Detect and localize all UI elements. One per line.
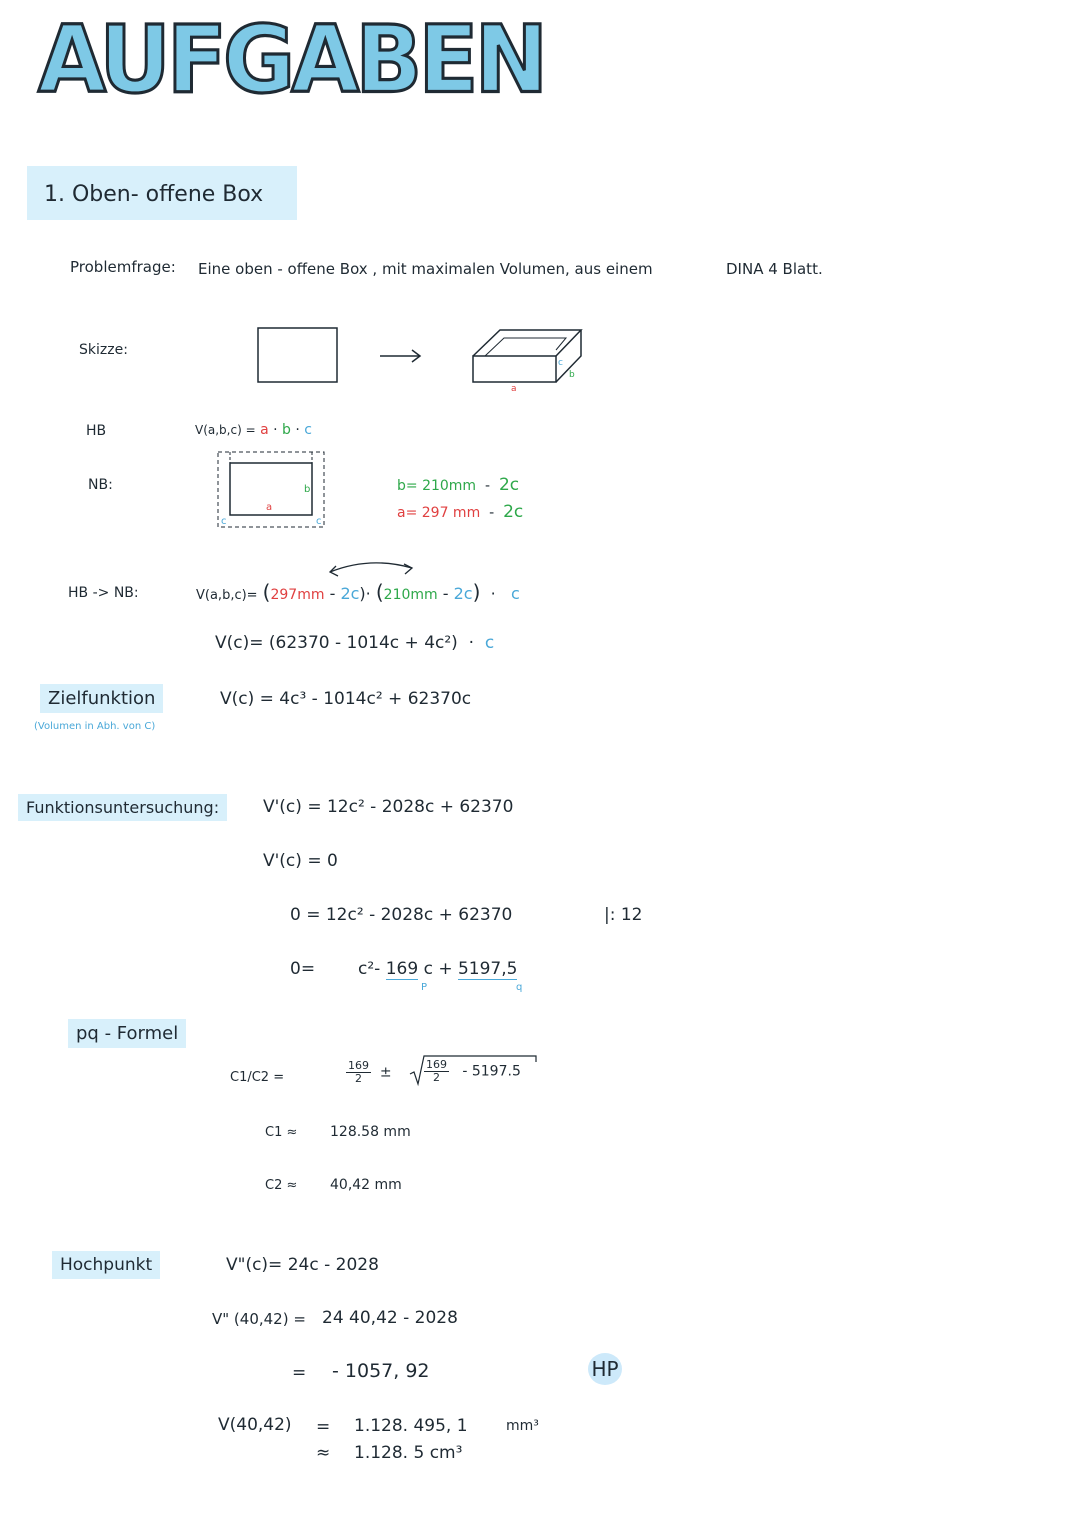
funktion-eq2-lhs: 0= — [290, 959, 316, 979]
hochpunkt-result: - 1057, 92 — [332, 1360, 430, 1382]
hp-badge: HP — [588, 1353, 622, 1385]
pq-lhs: C1/C2 = — [230, 1070, 285, 1085]
hbnb-dot: · — [490, 584, 496, 603]
hochpunkt-eval-rhs: 24 40,42 - 2028 — [322, 1308, 458, 1328]
volume-value: 1.128. 495, 1 — [354, 1416, 468, 1436]
hbnb-line1-lhs: V(a,b,c)= — [196, 588, 258, 603]
pq-root-rest: - 5197.5 — [462, 1063, 521, 1080]
hb-formula-dot1: · — [273, 422, 278, 438]
pq-root-content — [424, 1059, 521, 1084]
hochpunkt-d2: V"(c)= 24c - 2028 — [226, 1255, 379, 1275]
pq-root-den: 2 — [433, 1071, 440, 1084]
hochpunkt-label: Hochpunkt — [52, 1251, 160, 1279]
hbnb-p2-close: ) — [472, 580, 481, 604]
hb-label: HB — [86, 423, 107, 439]
sketch-label-a: a — [511, 384, 517, 394]
sketch-label-c: c — [558, 358, 563, 368]
nb-b-line: b= 210mm — [397, 478, 477, 494]
problem-paper: DINA 4 Blatt. — [726, 260, 823, 278]
hbnb-line2-text: V(c)= (62370 - 1014c + 4c²) — [215, 633, 458, 653]
nb-a-line: a= 297 mm — [397, 505, 481, 521]
pq-root-frac — [424, 1059, 449, 1084]
volume-approx: ≈ — [316, 1443, 331, 1463]
hbnb-line2-c: c — [484, 633, 495, 653]
eq2-c2: c²- — [358, 959, 381, 979]
nb-rect-c1: c — [221, 516, 227, 527]
sketch-label: Skizze: — [79, 342, 128, 358]
problem-text: Eine oben - offene Box , mit maximalen Volumen, aus einem — [198, 260, 653, 278]
eq2-c: c — [423, 959, 433, 979]
hb-formula-c: c — [304, 422, 312, 438]
ziel-sub: (Volumen in Abh. von C) — [34, 721, 156, 732]
hbnb-p2-open: ( — [375, 580, 384, 604]
problem-label: Problemfrage: — [70, 258, 176, 276]
sketch-label-b: b — [569, 370, 575, 380]
q-label: q — [516, 982, 523, 993]
nb-label: NB: — [88, 477, 113, 493]
volume-lhs: V(40,42) — [218, 1415, 292, 1435]
volume-value-cm: 1.128. 5 cm³ — [354, 1443, 463, 1463]
page-title: AUFGABEN — [38, 5, 545, 114]
pq-pm: ± — [379, 1064, 392, 1081]
ziel-formula: V(c) = 4c³ - 1014c² + 62370c — [220, 689, 472, 709]
funktion-eq1: 0 = 12c² - 2028c + 62370 — [290, 905, 513, 925]
pq-c1-lhs: C1 ≈ — [265, 1125, 298, 1140]
funktion-eq1-note: |: 12 — [604, 905, 643, 925]
nb-b-term: 2c — [498, 475, 520, 495]
hb-formula-a: a — [260, 422, 269, 438]
hbnb-c: c — [510, 584, 520, 603]
pq-c2-value: 40,42 mm — [330, 1177, 402, 1193]
pq-c1-value: 128.58 mm — [330, 1124, 411, 1140]
volume-unit: mm³ — [506, 1418, 539, 1434]
section-title: 1. Oben- offene Box — [44, 182, 264, 207]
hbnb-p1-open: ( — [262, 580, 271, 604]
hbnb-2c1: 2c — [340, 584, 360, 603]
hbnb-a-value: 297mm — [270, 587, 325, 603]
hb-formula-dot2: · — [295, 422, 300, 438]
pq-frac-num: 169 — [348, 1059, 369, 1072]
eq2-plus: + — [438, 959, 453, 979]
hbnb-b-value: 210mm — [383, 587, 438, 603]
hbnb-minus1: - — [329, 584, 336, 603]
pq-frac-den: 2 — [355, 1072, 362, 1085]
nb-b-minus: - — [484, 478, 491, 494]
hbnb-minus2: - — [442, 584, 449, 603]
pq-root-num: 169 — [426, 1058, 447, 1071]
eq2-p: 169 — [385, 959, 419, 979]
funktion-d1-zero: V'(c) = 0 — [263, 851, 338, 871]
pq-label: pq - Formel — [68, 1019, 186, 1048]
hochpunkt-eq: = — [292, 1363, 307, 1383]
nb-rect-c2: c — [316, 516, 322, 527]
hbnb-p1-close: )· — [359, 584, 371, 603]
funktion-label: Funktionsuntersuchung: — [18, 794, 227, 821]
nb-rect-a: a — [266, 502, 273, 513]
hb-formula-b: b — [282, 422, 291, 438]
volume-eq: = — [316, 1417, 331, 1437]
funktion-d1: V'(c) = 12c² - 2028c + 62370 — [263, 797, 514, 817]
hbnb-2c2: 2c — [453, 584, 473, 603]
p-label: P — [421, 982, 428, 993]
hb-formula-lhs: V(a,b,c) = — [195, 423, 256, 437]
nb-a-term: 2c — [503, 502, 524, 522]
nb-rect-b: b — [304, 484, 311, 495]
hbnb-line2-dot: · — [468, 633, 475, 653]
ziel-label: Zielfunktion — [40, 684, 163, 713]
nb-a-minus: - — [489, 505, 495, 521]
hbnb-label: HB -> NB: — [68, 585, 139, 601]
eq2-q: 5197,5 — [457, 959, 518, 979]
hochpunkt-eval-lhs: V" (40,42) = — [212, 1310, 306, 1328]
pq-c2-lhs: C2 ≈ — [265, 1178, 298, 1193]
